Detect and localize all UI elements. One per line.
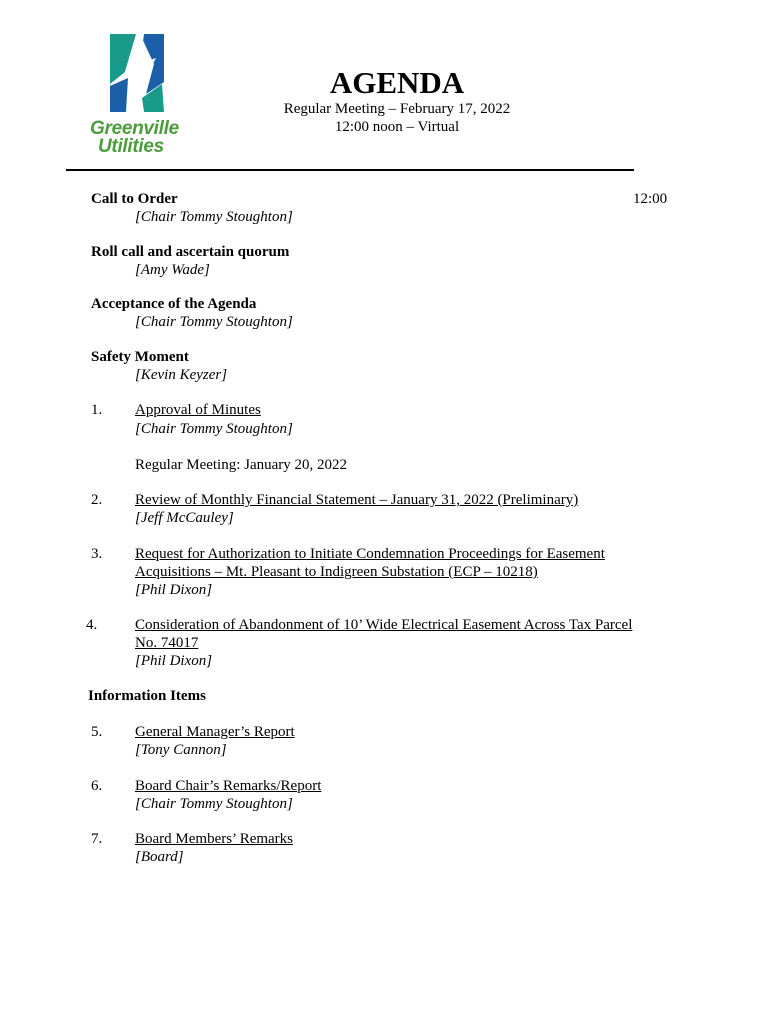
- meeting-time: 12:00 noon – Virtual: [334, 119, 460, 135]
- item-presenter: [Chair Tommy Stoughton]: [135, 421, 293, 437]
- info-item-number: 6.: [91, 778, 103, 794]
- item-title-link[interactable]: Consideration of Abandonment of 10’ Wide Electrical Easement Across Tax Parcel: [135, 617, 633, 633]
- item-number: 2.: [91, 492, 103, 508]
- info-item-presenter: [Board]: [135, 849, 184, 865]
- info-item-title-link[interactable]: Board Members’ Remarks: [135, 831, 294, 847]
- item-title-link[interactable]: Approval of Minutes: [135, 402, 261, 418]
- item-number: 3.: [91, 546, 103, 562]
- safety-moment-presenter: [Kevin Keyzer]: [135, 367, 228, 383]
- item-title-link[interactable]: Review of Monthly Financial Statement – January 31, 2022 (Preliminary): [135, 492, 579, 508]
- logo-wordmark-line2: Utilities: [98, 136, 164, 157]
- info-item-number: 5.: [91, 724, 103, 740]
- item-presenter: [Phil Dixon]: [135, 582, 213, 598]
- call-to-order-presenter: [Chair Tommy Stoughton]: [135, 209, 293, 225]
- page-title: AGENDA: [329, 65, 465, 100]
- acceptance-presenter: [Chair Tommy Stoughton]: [135, 314, 293, 330]
- item-title-link[interactable]: No. 74017: [135, 635, 199, 651]
- information-items-heading: Information Items: [88, 688, 206, 704]
- item-presenter: [Jeff McCauley]: [135, 510, 234, 526]
- item-number: 1.: [91, 402, 103, 418]
- info-item-title-link[interactable]: Board Chair’s Remarks/Report: [135, 778, 322, 794]
- call-to-order-time: 12:00: [633, 191, 668, 207]
- safety-moment-heading: Safety Moment: [91, 349, 189, 365]
- item-title-link[interactable]: Acquisitions – Mt. Pleasant to Indigreen Substation (ECP – 10218): [135, 564, 538, 580]
- roll-call-presenter: [Amy Wade]: [135, 262, 210, 278]
- roll-call-heading: Roll call and ascertain quorum: [91, 244, 290, 260]
- meeting-subtitle: Regular Meeting – February 17, 2022: [283, 101, 511, 117]
- item-title-link[interactable]: Request for Authorization to Initiate Condemnation Proceedings for Easement: [135, 546, 605, 562]
- info-item-presenter: [Chair Tommy Stoughton]: [135, 796, 293, 812]
- logo-wordmark-line1: Greenville: [90, 118, 179, 139]
- info-item-title-link[interactable]: General Manager’s Report: [135, 724, 295, 740]
- call-to-order-heading: Call to Order: [91, 191, 178, 207]
- info-item-number: 7.: [91, 831, 103, 847]
- item-presenter: [Phil Dixon]: [135, 653, 213, 669]
- acceptance-heading: Acceptance of the Agenda: [91, 296, 257, 312]
- header-divider: [66, 169, 634, 171]
- info-item-presenter: [Tony Cannon]: [135, 742, 227, 758]
- item-note: Regular Meeting: January 20, 2022: [135, 457, 348, 473]
- item-number: 4.: [86, 617, 98, 633]
